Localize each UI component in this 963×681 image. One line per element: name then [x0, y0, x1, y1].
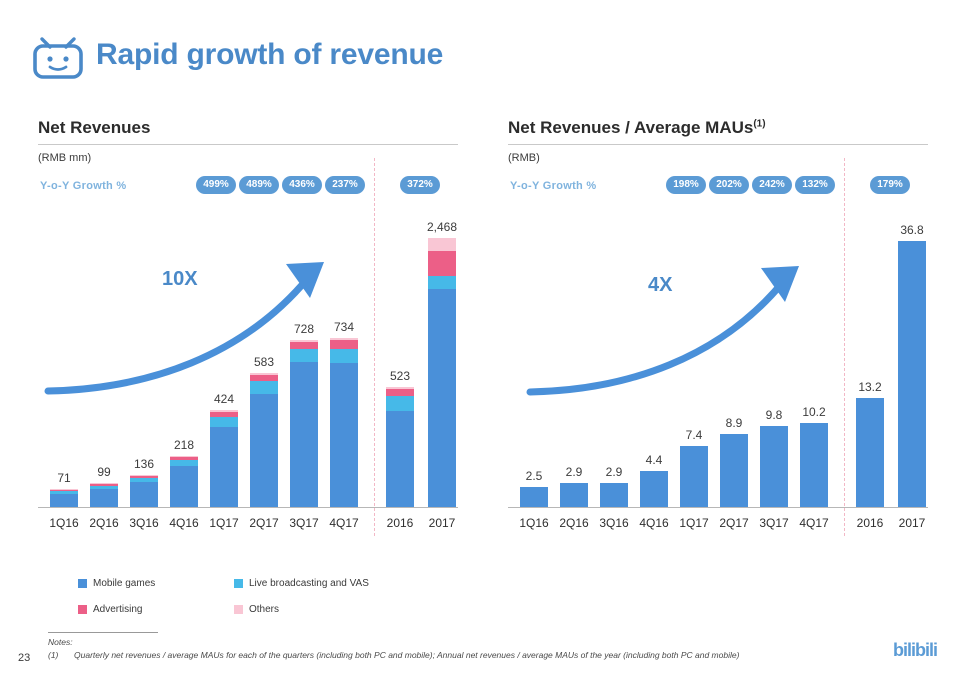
bar-value: 424 [213, 392, 235, 406]
yoy-pill: 198% [666, 176, 706, 194]
x-tick: 4Q16 [639, 516, 669, 530]
bar-value: 2.5 [525, 469, 543, 483]
footnote-marker: (1) [753, 118, 766, 130]
legend-swatch-icon [78, 579, 87, 588]
bilibili-wordmark: bilibili [893, 640, 937, 660]
bar-2Q17 [720, 416, 748, 507]
bar-3Q17 [760, 408, 788, 507]
x-axis-line-left [38, 507, 458, 508]
bar-value: 7.4 [685, 428, 703, 442]
x-tick: 4Q17 [799, 516, 829, 530]
bar-value: 2.9 [605, 465, 623, 479]
yoy-row-right [508, 176, 928, 198]
bar-value: 9.8 [765, 408, 783, 422]
yoy-pill: 242% [752, 176, 792, 194]
yoy-pill: 489% [239, 176, 279, 194]
x-tick: 3Q17 [759, 516, 789, 530]
x-tick: 2016 [856, 516, 884, 530]
x-tick: 4Q17 [329, 516, 359, 530]
bar-value: 2,468 [426, 220, 458, 234]
x-tick: 1Q17 [679, 516, 709, 530]
bar-value: 99 [97, 465, 111, 479]
chart-divider-left [374, 158, 375, 536]
bar-1Q17 [680, 428, 708, 507]
legend-swatch-icon [78, 605, 87, 614]
bar-value: 4.4 [645, 453, 663, 467]
bar-2016 [386, 369, 414, 507]
x-tick: 3Q16 [599, 516, 629, 530]
x-tick: 2017 [428, 516, 456, 530]
legend-label: Mobile games [93, 578, 156, 589]
multiplier-label-left: 10X [162, 268, 198, 290]
legend-label: Others [249, 604, 280, 615]
legend-item-mobile-games [78, 578, 155, 589]
bar-value: 8.9 [725, 416, 743, 430]
panel-unit-left: (RMB mm) [38, 152, 92, 164]
x-tick: 3Q17 [289, 516, 319, 530]
bar-value: 734 [333, 320, 355, 334]
bar-value: 2.9 [565, 465, 583, 479]
panel-unit-right: (RMB) [508, 152, 540, 164]
bar-2Q16 [90, 465, 118, 507]
yoy-pill: 202% [709, 176, 749, 194]
bar-4Q17 [800, 405, 828, 507]
yoy-label-right: Y-o-Y Growth % [510, 180, 597, 192]
bar-value: 523 [389, 369, 411, 383]
x-tick: 1Q17 [209, 516, 239, 530]
bar-4Q17 [330, 320, 358, 507]
yoy-pill: 436% [282, 176, 322, 194]
bar-4Q16 [640, 453, 668, 507]
x-tick: 2Q17 [719, 516, 749, 530]
x-tick: 2Q16 [89, 516, 119, 530]
page-title: Rapid growth of revenue [96, 38, 444, 71]
bar-value: 71 [57, 471, 71, 485]
bar-4Q16 [170, 438, 198, 507]
bar-2016 [856, 380, 884, 507]
x-tick: 2Q17 [249, 516, 279, 530]
bar-1Q17 [210, 392, 238, 507]
legend-item-others [234, 604, 279, 615]
x-tick: 1Q16 [519, 516, 549, 530]
bar-value: 583 [253, 355, 275, 369]
x-tick: 2017 [898, 516, 926, 530]
yoy-label-left: Y-o-Y Growth % [40, 180, 127, 192]
chart-net-revenues-per-mau [508, 206, 928, 536]
panel-rule-right [508, 144, 928, 145]
bar-value: 13.2 [858, 380, 882, 394]
bar-value: 218 [173, 438, 195, 452]
bar-1Q16 [50, 471, 78, 507]
slide-header [0, 22, 963, 100]
bilibili-tv-logo-icon [32, 36, 84, 82]
bar-3Q16 [130, 457, 158, 507]
bar-value: 10.2 [802, 405, 826, 419]
notes-title: Notes: [48, 637, 73, 647]
legend-item-advertising [78, 604, 142, 615]
footnotes [48, 636, 739, 662]
chart-divider-right [844, 158, 845, 536]
yoy-pill: 132% [795, 176, 835, 194]
x-tick: 1Q16 [49, 516, 79, 530]
yoy-pill: 499% [196, 176, 236, 194]
footnote-text: Quarterly net revenues / average MAUs for each of the quarters (including both PC and mobile); Annual net revenues / average MAUs of the year (including both PC and mobile) [74, 649, 740, 660]
panel-title-left: Net Revenues [38, 118, 151, 137]
multiplier-label-right: 4X [648, 274, 673, 296]
legend-swatch-icon [234, 579, 243, 588]
bar-2Q16 [560, 465, 588, 507]
x-axis-line-right [508, 507, 928, 508]
bar-2017 [898, 223, 926, 507]
panel-net-revenues [38, 118, 458, 536]
footnote-number: (1) [48, 649, 59, 660]
x-tick: 4Q16 [169, 516, 199, 530]
yoy-pill: 179% [870, 176, 910, 194]
bar-3Q16 [600, 465, 628, 507]
chart-net-revenues [38, 206, 458, 536]
bar-1Q16 [520, 469, 548, 507]
panel-title-right [508, 118, 928, 144]
page-number: 23 [18, 652, 31, 664]
yoy-pill: 372% [400, 176, 440, 194]
bar-value: 136 [133, 457, 155, 471]
legend-label: Advertising [93, 604, 143, 615]
legend-swatch-icon [234, 605, 243, 614]
bar-value: 728 [293, 322, 315, 336]
panel-title-right-text: Net Revenues / Average MAUs [508, 118, 754, 137]
bar-2017 [426, 220, 458, 507]
legend-item-live-broadcasting [234, 578, 369, 589]
yoy-pill: 237% [325, 176, 365, 194]
x-tick: 2016 [386, 516, 414, 530]
footer-divider [48, 632, 158, 633]
x-tick: 3Q16 [129, 516, 159, 530]
x-tick: 2Q16 [559, 516, 589, 530]
panel-net-revenues-per-mau [508, 118, 928, 536]
panel-rule-left [38, 144, 458, 145]
yoy-row-left [38, 176, 458, 198]
legend-label: Live broadcasting and VAS [249, 578, 369, 589]
bar-2Q17 [250, 355, 278, 507]
bar-3Q17 [290, 322, 318, 507]
bar-value: 36.8 [900, 223, 924, 237]
